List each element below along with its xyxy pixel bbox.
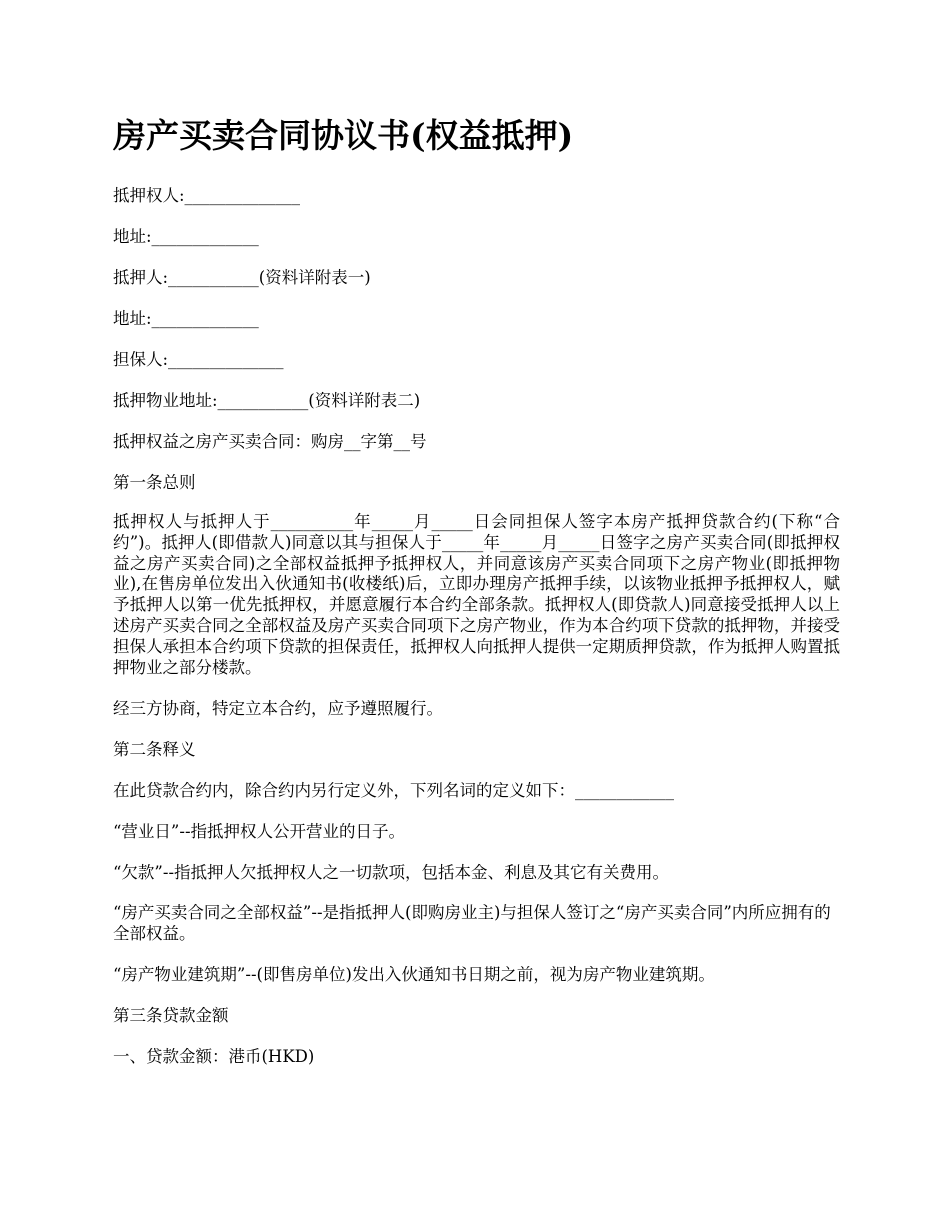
loan-amount-line: 一、贷款金额：港币(HKD) [113, 1047, 315, 1067]
definition-contract-rights: “房产买卖合同之全部权益”--是指抵押人(即购房业主)与担保人签订之“房产买卖合同”内所应拥有的全部权益。 [113, 903, 831, 944]
document-page [113, 112, 840, 1086]
section-heading-loan-amount: 第三条贷款金额 [113, 1006, 229, 1026]
definition-business-day: “营业日”--指抵押权人公开营业的日子。 [113, 822, 406, 842]
document-title: 房产买卖合同协议书(权益抵押) [113, 116, 574, 155]
general-clause-paragraph: 抵押权人与抵押人于__________年_____月_____日会同担保人签字本房产抵押贷款合约(下称“合约”)。抵押人(即借款人)同意以其与担保人于_____年_____月_____日签字之房产买卖合同(即抵押权益之房产买卖合同)之全部权益抵押予抵押权人，并同意该房产买卖合同项下之房产物业(即抵押物业),在售房单位发出入伙通知书(收楼纸)后，立即办理房产抵押手续，以该物业抵押予抵押权人，赋予抵押人以第一优先抵押权，并愿意履行本合约全部条款。抵押权人(即贷款人)同意接受抵押人以上述房产买卖合同之全部权益及房产买卖合同项下之房产物业，作为本合约项下贷款的抵押物，并接受担保人承担本合约项下贷款的担保责任，抵押权人向抵押人提供一定期质押贷款，作为抵押人购置抵押物业之部分楼款。 [113, 512, 840, 677]
mortgagor-line: 抵押人:___________(资料详附表一) [113, 268, 371, 287]
agreement-statement: 经三方协商，特定立本合约，应予遵照履行。 [113, 699, 443, 719]
contract-number-line: 抵押权益之房产买卖合同：购房__字第__号 [113, 432, 427, 451]
definition-construction-period: “房产物业建筑期”--(即售房单位)发出入伙通知书日期之前，视为房产物业建筑期。 [113, 965, 715, 985]
section-heading-definitions: 第二条释义 [113, 740, 196, 760]
mortgagee-address-line: 地址:_____________ [113, 227, 259, 246]
guarantor-line: 担保人:______________ [113, 350, 284, 369]
definitions-intro: 在此贷款合约内，除合约内另行定义外，下列名词的定义如下：____________ [113, 781, 674, 801]
section-heading-general: 第一条总则 [113, 473, 196, 492]
mortgagor-address-line: 地址:_____________ [113, 309, 259, 328]
property-address-line: 抵押物业地址:___________(资料详附表二) [113, 391, 421, 410]
definition-debt: “欠款”--指抵押人欠抵押权人之一切款项，包括本金、利息及其它有关费用。 [113, 863, 670, 883]
mortgagee-line: 抵押权人:______________ [113, 186, 301, 205]
